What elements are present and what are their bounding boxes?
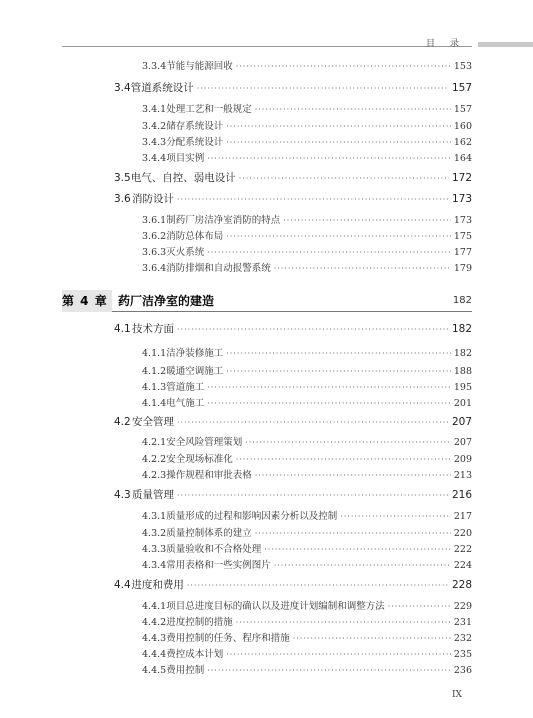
toc-subsection-row[interactable] — [142, 118, 472, 132]
toc-entry-page: 217 — [453, 511, 472, 522]
dot-leader — [207, 154, 451, 163]
toc-entry-number: 3.6.3 — [142, 247, 167, 258]
toc-entry-page: 160 — [453, 121, 472, 132]
chapter-title: 药厂洁净室的建造 — [118, 294, 215, 308]
toc-entry-page: 162 — [453, 137, 472, 148]
toc-entry-number: 3.4.1 — [142, 104, 167, 115]
toc-subsection-row[interactable] — [142, 434, 472, 448]
toc-subsection-row[interactable] — [142, 244, 472, 258]
toc-subsection-row[interactable] — [142, 212, 472, 226]
toc-subsection-row[interactable] — [142, 662, 472, 676]
dot-leader — [388, 602, 451, 611]
toc-entry-number: 4.2.2 — [142, 454, 167, 465]
toc-entry-title: 质量管理 — [131, 489, 174, 501]
toc-entry-page: 220 — [453, 528, 472, 539]
toc-entry-number: 4.3 — [114, 489, 131, 501]
toc-entry-title: 常用表格和一些实例图片 — [166, 560, 271, 571]
chapter-rule — [62, 311, 472, 312]
toc-entry-title: 消防设计 — [131, 193, 174, 205]
toc-entry-number: 3.6.4 — [142, 263, 167, 274]
toc-entry-page: 177 — [453, 247, 472, 258]
toc-entry-number: 4.4 — [114, 579, 131, 591]
toc-entry-number: 4.4.1 — [142, 601, 167, 612]
toc-section-row[interactable] — [114, 80, 472, 95]
toc-subsection-row[interactable] — [142, 345, 472, 359]
toc-entry-number: 3.4 — [114, 82, 131, 94]
dot-leader — [236, 62, 451, 71]
toc-entry-title: 质量形成的过程和影响因素分析以及控制 — [166, 511, 338, 522]
dot-leader — [255, 529, 451, 538]
toc-entry-title: 费用控制的任务、程序和措施 — [166, 633, 290, 644]
dot-leader — [226, 367, 451, 376]
toc-subsection-row[interactable] — [142, 150, 472, 164]
toc-entry-page: 235 — [453, 649, 472, 660]
toc-entry-title: 电气施工 — [166, 398, 205, 409]
toc-entry-number: 4.3.2 — [142, 528, 167, 539]
dot-leader — [226, 650, 451, 659]
toc-entry-title: 电气、自控、弱电设计 — [130, 172, 236, 184]
toc-subsection-row[interactable] — [142, 363, 472, 377]
toc-entry-page: 173 — [453, 215, 472, 226]
toc-entry-page: 207 — [451, 416, 472, 428]
toc-entry-page: 172 — [451, 172, 472, 184]
toc-section-row[interactable] — [114, 191, 472, 206]
toc-subsection-row[interactable] — [142, 451, 472, 465]
toc-subsection-row[interactable] — [142, 541, 472, 555]
toc-subsection-row[interactable] — [142, 395, 472, 409]
toc-entry-page: 209 — [453, 454, 472, 465]
toc-entry-number: 4.4.2 — [142, 617, 167, 628]
toc-entry-title: 节能与能源回收 — [166, 61, 233, 72]
toc-entry-number: 4.3.3 — [142, 544, 167, 555]
toc-entry-page: 201 — [453, 398, 472, 409]
dot-leader — [207, 383, 451, 392]
toc-entry-number: 3.6.1 — [142, 215, 167, 226]
dot-leader — [340, 512, 451, 521]
toc-entry-title: 安全风险管理策划 — [166, 437, 243, 448]
toc-entry-page: 195 — [453, 382, 472, 393]
toc-section-row[interactable] — [114, 170, 472, 185]
toc-section-row[interactable] — [114, 577, 472, 592]
toc-entry-page: 175 — [453, 231, 472, 242]
toc-subsection-row[interactable] — [142, 379, 472, 393]
dot-leader — [226, 349, 451, 358]
toc-entry-number: 4.3.1 — [142, 511, 167, 522]
toc-entry-number: 4.1.4 — [142, 398, 167, 409]
toc-entry-number: 4.4.5 — [142, 665, 167, 676]
toc-entry-title: 储存系统设计 — [166, 121, 224, 132]
toc-entry-number: 4.1.2 — [142, 366, 167, 377]
toc-entry-number: 4.2 — [114, 416, 131, 428]
toc-entry-page: 232 — [453, 633, 472, 644]
dot-leader — [207, 666, 451, 675]
toc-subsection-row[interactable] — [142, 260, 472, 274]
dot-leader — [177, 418, 449, 427]
toc-entry-number: 4.2.3 — [142, 470, 167, 481]
toc-subsection-row[interactable] — [142, 614, 472, 628]
toc-entry-number: 3.4.3 — [142, 137, 167, 148]
toc-entry-title: 项目总进度目标的确认以及进度计划编制和调整方法 — [166, 601, 385, 612]
toc-entry-title: 制药厂房洁净室消防的特点 — [166, 215, 281, 226]
dot-leader — [293, 634, 451, 643]
dot-leader — [274, 264, 451, 273]
toc-subsection-row[interactable] — [142, 101, 472, 115]
toc-section-row[interactable] — [114, 414, 472, 429]
toc-entry-page: 229 — [453, 601, 472, 612]
toc-entry-page: 216 — [451, 489, 472, 501]
toc-subsection-row[interactable] — [142, 467, 472, 481]
toc-subsection-row[interactable] — [142, 134, 472, 148]
toc-entry-page: 164 — [453, 153, 472, 164]
toc-entry-title: 进度和费用 — [131, 579, 184, 591]
toc-entry-title: 管道施工 — [166, 382, 205, 393]
dot-leader — [236, 455, 451, 464]
toc-entry-number: 4.2.1 — [142, 437, 167, 448]
toc-entry-number: 4.1.1 — [142, 348, 167, 359]
toc-entry-title: 安全管理 — [131, 416, 174, 428]
toc-subsection-row[interactable] — [142, 525, 472, 539]
dot-leader — [226, 122, 451, 131]
footer-page-number: IX — [452, 690, 462, 700]
toc-entry-title: 技术方面 — [131, 323, 174, 335]
dot-leader — [207, 399, 451, 408]
toc-entry-number: 3.5 — [114, 172, 131, 184]
toc-entry-number: 3.4.2 — [142, 121, 167, 132]
toc-subsection-row[interactable] — [142, 630, 472, 644]
toc-entry-page: 157 — [453, 104, 472, 115]
dot-leader — [207, 248, 451, 257]
toc-entry-title: 消防总体布局 — [166, 231, 224, 242]
toc-entry-title: 分配系统设计 — [166, 137, 224, 148]
dot-leader — [177, 491, 449, 500]
dot-leader — [274, 561, 451, 570]
toc-entry-number: 3.4.4 — [142, 153, 167, 164]
chapter-page-number: 182 — [452, 295, 472, 306]
toc-entry-title: 进度控制的措施 — [166, 617, 233, 628]
toc-entry-title: 消防排烟和自动报警系统 — [166, 263, 271, 274]
toc-entry-number: 4.1 — [114, 323, 131, 335]
toc-entry-page: 231 — [453, 617, 472, 628]
toc-entry-number: 3.3.4 — [142, 61, 167, 72]
toc-entry-number: 3.6.2 — [142, 231, 167, 242]
dot-leader — [187, 581, 449, 590]
dot-leader — [226, 138, 451, 147]
toc-subsection-row[interactable] — [142, 646, 472, 660]
toc-entry-number: 4.4.4 — [142, 649, 167, 660]
toc-entry-title: 暖通空调施工 — [166, 366, 224, 377]
dot-leader — [255, 471, 451, 480]
toc-section-row[interactable] — [114, 321, 472, 336]
toc-entry-title: 操作规程和审批表格 — [166, 470, 252, 481]
dot-leader — [264, 545, 451, 554]
toc-entry-title: 管道系统设计 — [130, 82, 194, 94]
toc-subsection-row[interactable] — [142, 58, 472, 72]
dot-leader — [177, 195, 449, 204]
toc-entry-page: 222 — [453, 544, 472, 555]
toc-entry-page: 153 — [453, 61, 472, 72]
toc-entry-page: 157 — [451, 82, 472, 94]
toc-entry-page: 182 — [451, 323, 472, 335]
toc-entry-number: 3.6 — [114, 193, 131, 205]
toc-section-row[interactable] — [114, 487, 472, 502]
dot-leader — [197, 84, 449, 93]
toc-entry-number: 4.1.3 — [142, 382, 167, 393]
dot-leader — [239, 174, 449, 183]
toc-entry-page: 182 — [453, 348, 472, 359]
toc-subsection-row[interactable] — [142, 557, 472, 571]
toc-entry-title: 质量验收和不合格处理 — [166, 544, 262, 555]
dot-leader — [245, 438, 451, 447]
toc-entry-title: 质量控制体系的建立 — [166, 528, 252, 539]
toc-entry-number: 4.4.3 — [142, 633, 167, 644]
chapter-label: 第 4 章 — [62, 290, 112, 312]
toc-entry-title: 安全现场标准化 — [166, 454, 233, 465]
toc-entry-title: 洁净装修施工 — [166, 348, 224, 359]
toc-entry-title: 项目实例 — [166, 153, 205, 164]
toc-entry-page: 236 — [453, 665, 472, 676]
toc-entry-page: 224 — [453, 560, 472, 571]
toc-entry-title: 费控成本计划 — [166, 649, 224, 660]
dot-leader — [177, 325, 449, 334]
toc-entry-page: 213 — [453, 470, 472, 481]
toc-entry-number: 4.3.4 — [142, 560, 167, 571]
header-title: 目 录 — [426, 39, 465, 49]
toc-entry-page: 173 — [451, 193, 472, 205]
toc-subsection-row[interactable] — [142, 508, 472, 522]
toc-entry-title: 费用控制 — [166, 665, 205, 676]
toc-entry-page: 228 — [451, 579, 472, 591]
toc-subsection-row[interactable] — [142, 598, 472, 612]
toc-entry-page: 179 — [453, 263, 472, 274]
dot-leader — [283, 216, 451, 225]
toc-entry-page: 207 — [453, 437, 472, 448]
toc-entry-page: 188 — [453, 366, 472, 377]
dot-leader — [226, 232, 451, 241]
dot-leader — [236, 618, 451, 627]
dot-leader — [255, 105, 451, 114]
toc-subsection-row[interactable] — [142, 228, 472, 242]
toc-entry-title: 灭火系统 — [166, 247, 205, 258]
toc-entry-title: 处理工艺和一般规定 — [166, 104, 252, 115]
